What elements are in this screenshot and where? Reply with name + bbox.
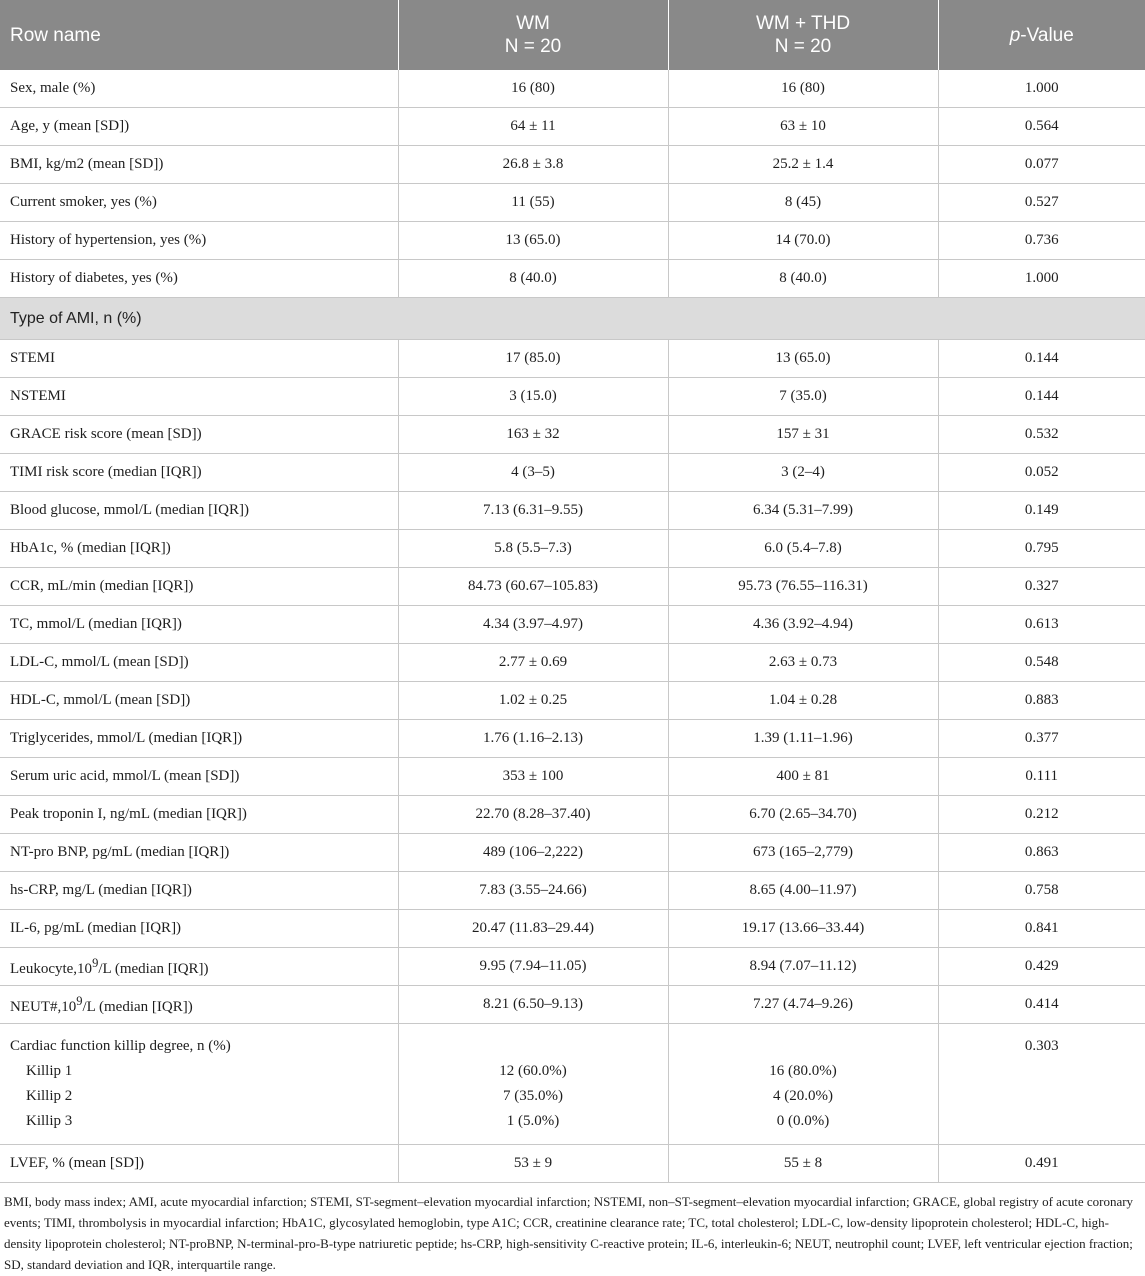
row-name: History of hypertension, yes (%) [0,222,398,260]
wm-value: 84.73 (60.67–105.83) [398,568,668,606]
p-value: 0.736 [938,222,1145,260]
killip-thd-value: 4 (20.0%) [773,1088,833,1104]
section-row [0,298,1145,340]
p-value: 0.491 [938,1145,1145,1183]
wm-thd-value: 6.34 (5.31–7.99) [668,492,938,530]
killip-label: Killip 1 [26,1063,73,1079]
killip-wm-value: 12 (60.0%) [499,1063,567,1079]
table-row [0,454,1145,492]
wm-value: 9.95 (7.94–11.05) [398,948,668,986]
wm-value: 13 (65.0) [398,222,668,260]
wm-value: 4.34 (3.97–4.97) [398,606,668,644]
header-wm-n: N = 20 [504,36,562,57]
wm-thd-value: 8.94 (7.07–11.12) [668,948,938,986]
p-value: 0.149 [938,492,1145,530]
killip-wm-value: 1 (5.0%) [506,1113,560,1129]
p-value: 0.527 [938,184,1145,222]
table-row [0,872,1145,910]
p-value: 0.052 [938,454,1145,492]
killip-thd-value: 0 (0.0%) [776,1113,830,1129]
row-name: Age, y (mean [SD]) [0,108,398,146]
wm-value: 20.47 (11.83–29.44) [398,910,668,948]
wm-value: 353 ± 100 [398,758,668,796]
p-value: 0.144 [938,378,1145,416]
wm-thd-value: 14 (70.0) [668,222,938,260]
wm-thd-value: 8 (45) [668,184,938,222]
p-value: 0.212 [938,796,1145,834]
row-name-post: /L (median [IQR]) [82,998,193,1015]
killip-label: Killip 2 [26,1088,73,1104]
p-value: 0.758 [938,872,1145,910]
header-wm [398,0,668,70]
wm-value: 11 (55) [398,184,668,222]
table-row [0,834,1145,872]
row-name [0,948,398,986]
table-row [0,108,1145,146]
table-row [0,1145,1145,1183]
wm-value: 7.13 (6.31–9.55) [398,492,668,530]
table-body [0,70,1145,1183]
killip-label: Killip 3 [26,1113,73,1129]
wm-thd-value: 13 (65.0) [668,340,938,378]
killip-wm-values [398,1024,668,1145]
wm-value: 1.02 ± 0.25 [398,682,668,720]
p-value: 0.077 [938,146,1145,184]
row-name: Serum uric acid, mmol/L (mean [SD]) [0,758,398,796]
table-row [0,222,1145,260]
wm-thd-value: 16 (80) [668,70,938,108]
p-value: 0.144 [938,340,1145,378]
table-row [0,416,1145,454]
killip-labels [0,1024,398,1145]
row-name: HDL-C, mmol/L (mean [SD]) [0,682,398,720]
table-row [0,340,1145,378]
wm-thd-value: 673 (165–2,779) [668,834,938,872]
table-row [0,796,1145,834]
p-value: 0.532 [938,416,1145,454]
row-name [0,986,398,1024]
wm-value: 8 (40.0) [398,260,668,298]
row-name: GRACE risk score (mean [SD]) [0,416,398,454]
row-name-sup: 9 [92,955,99,970]
row-name: hs-CRP, mg/L (median [IQR]) [0,872,398,910]
wm-thd-value: 400 ± 81 [668,758,938,796]
wm-thd-value: 19.17 (13.66–33.44) [668,910,938,948]
p-value: 0.613 [938,606,1145,644]
table-header [0,0,1145,70]
p-value: 0.414 [938,986,1145,1024]
p-value: 0.841 [938,910,1145,948]
table-row [0,184,1145,222]
table-row [0,530,1145,568]
row-name: BMI, kg/m2 (mean [SD]) [0,146,398,184]
wm-value: 16 (80) [398,70,668,108]
wm-thd-value: 1.39 (1.11–1.96) [668,720,938,758]
table-row [0,70,1145,108]
wm-thd-value: 8 (40.0) [668,260,938,298]
p-value: 1.000 [938,260,1145,298]
row-name: NSTEMI [0,378,398,416]
wm-thd-value: 6.70 (2.65–34.70) [668,796,938,834]
killip-thd-values [668,1024,938,1145]
p-value: 0.795 [938,530,1145,568]
table-row [0,948,1145,986]
killip-title: Cardiac function killip degree, n (%) [10,1038,231,1054]
p-value: 0.377 [938,720,1145,758]
header-wm-label: WM [516,13,550,34]
p-value: 1.000 [938,70,1145,108]
row-name-post: /L (median [IQR]) [98,960,209,977]
header-wm-thd-n: N = 20 [774,36,832,57]
wm-thd-value: 55 ± 8 [668,1145,938,1183]
wm-thd-value: 7.27 (4.74–9.26) [668,986,938,1024]
killip-p: 0.303 [1024,1038,1059,1054]
table-row [0,910,1145,948]
header-p-value [938,0,1145,70]
killip-row [0,1024,1145,1145]
p-value: 0.863 [938,834,1145,872]
table-row [0,568,1145,606]
row-name: NT-pro BNP, pg/mL (median [IQR]) [0,834,398,872]
wm-value: 22.70 (8.28–37.40) [398,796,668,834]
row-name: Blood glucose, mmol/L (median [IQR]) [0,492,398,530]
table-row [0,492,1145,530]
row-name: LVEF, % (mean [SD]) [0,1145,398,1183]
table-row [0,682,1145,720]
wm-value: 2.77 ± 0.69 [398,644,668,682]
footnote: BMI, body mass index; AMI, acute myocardial infarction; STEMI, ST-segment–elevation myocardial infarction; NSTEMI, non–ST-segment–elevation myocardial infarction; GRACE, global registry of acute coronary events; TIMI, thrombolysis in myocardial infarction; HbA1C, glycosylated hemoglobin, type A1C; CCR, creatinine clearance rate; TC, total cholesterol; LDL-C, low-density lipoprotein cholesterol; HDL-C, high-density lipoprotein cholesterol; NT-proBNP, N-terminal-pro-B-type natriuretic peptide; hs-CRP, high-sensitivity C-reactive protein; IL-6, interleukin-6; NEUT, neutrophil count; LVEF, left ventricular ejection fraction; SD, standard deviation and IQR, interquartile range. [4,1194,1134,1272]
wm-thd-value: 3 (2–4) [668,454,938,492]
row-name: STEMI [0,340,398,378]
row-name-sup: 9 [76,993,83,1008]
p-value: 0.111 [938,758,1145,796]
wm-thd-value: 6.0 (5.4–7.8) [668,530,938,568]
wm-thd-value: 157 ± 31 [668,416,938,454]
wm-thd-value: 4.36 (3.92–4.94) [668,606,938,644]
row-name: CCR, mL/min (median [IQR]) [0,568,398,606]
row-name: TC, mmol/L (median [IQR]) [0,606,398,644]
row-name: Triglycerides, mmol/L (median [IQR]) [0,720,398,758]
row-name: TIMI risk score (median [IQR]) [0,454,398,492]
table-row [0,758,1145,796]
row-name: Peak troponin I, ng/mL (median [IQR]) [0,796,398,834]
wm-value: 53 ± 9 [398,1145,668,1183]
wm-thd-value: 95.73 (76.55–116.31) [668,568,938,606]
table-row [0,644,1145,682]
row-name: Current smoker, yes (%) [0,184,398,222]
header-p-italic: p [1009,24,1021,46]
wm-thd-value: 25.2 ± 1.4 [668,146,938,184]
section-label: Type of AMI, n (%) [0,298,1145,340]
p-value: 0.564 [938,108,1145,146]
wm-value: 163 ± 32 [398,416,668,454]
killip-thd-value: 16 (80.0%) [769,1063,837,1079]
table-row [0,606,1145,644]
wm-thd-value: 63 ± 10 [668,108,938,146]
row-name-pre: Leukocyte,10 [10,960,93,977]
wm-value: 3 (15.0) [398,378,668,416]
row-name: HbA1c, % (median [IQR]) [0,530,398,568]
header-p-rest: -Value [1020,24,1074,46]
wm-thd-value: 7 (35.0) [668,378,938,416]
wm-value: 17 (85.0) [398,340,668,378]
row-name: History of diabetes, yes (%) [0,260,398,298]
p-value: 0.548 [938,644,1145,682]
row-name: Sex, male (%) [0,70,398,108]
table-row [0,720,1145,758]
header-row-name: Row name [0,0,398,70]
wm-value: 5.8 (5.5–7.3) [398,530,668,568]
wm-thd-value: 2.63 ± 0.73 [668,644,938,682]
killip-wm-value: 7 (35.0%) [503,1088,563,1104]
header-wm-thd [668,0,938,70]
wm-value: 26.8 ± 3.8 [398,146,668,184]
wm-value: 4 (3–5) [398,454,668,492]
wm-thd-value: 8.65 (4.00–11.97) [668,872,938,910]
wm-value: 8.21 (6.50–9.13) [398,986,668,1024]
header-wm-thd-label: WM + THD [755,13,851,34]
row-name-pre: NEUT#,10 [10,998,77,1015]
wm-value: 64 ± 11 [398,108,668,146]
table-row [0,986,1145,1024]
table-row [0,378,1145,416]
p-value: 0.327 [938,568,1145,606]
wm-thd-value: 1.04 ± 0.28 [668,682,938,720]
table-row [0,260,1145,298]
row-name: IL-6, pg/mL (median [IQR]) [0,910,398,948]
table-row [0,146,1145,184]
wm-value: 489 (106–2,222) [398,834,668,872]
wm-value: 1.76 (1.16–2.13) [398,720,668,758]
row-name: LDL-C, mmol/L (mean [SD]) [0,644,398,682]
wm-value: 7.83 (3.55–24.66) [398,872,668,910]
p-value: 0.429 [938,948,1145,986]
killip-p-value [938,1024,1145,1145]
p-value: 0.883 [938,682,1145,720]
